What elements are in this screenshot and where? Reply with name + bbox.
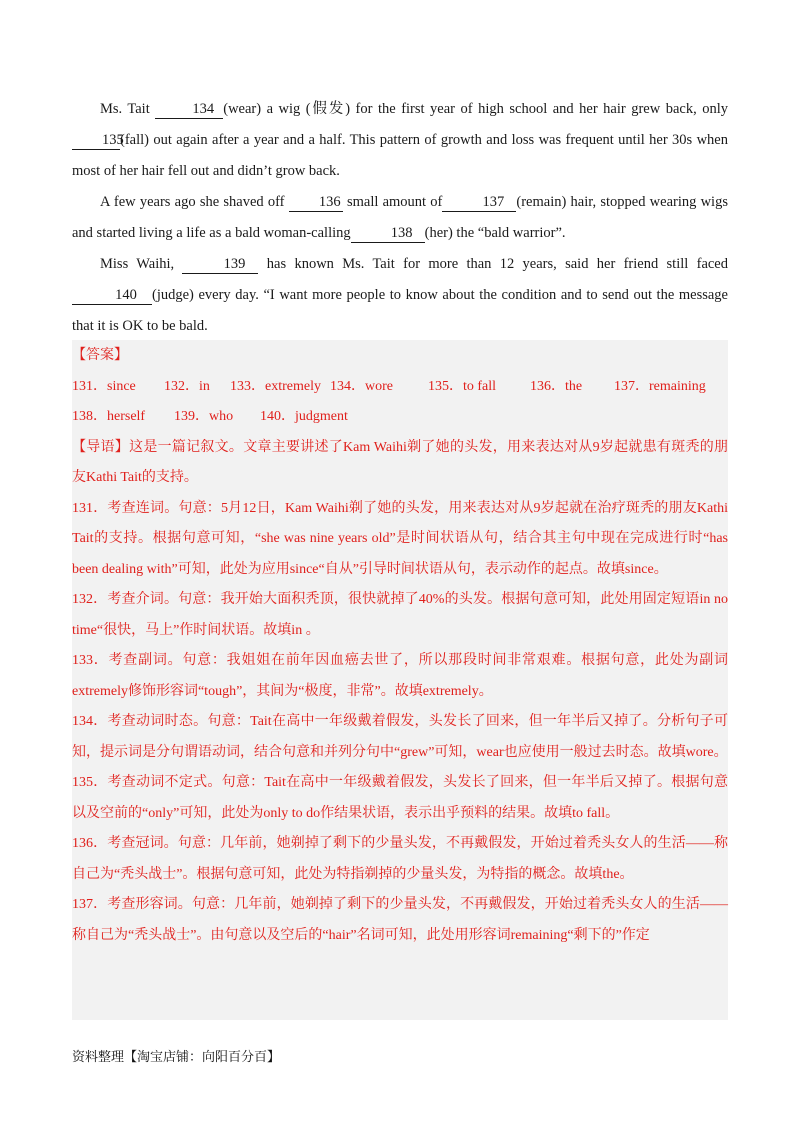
- answer-header: 【答案】: [72, 348, 128, 363]
- answer-139: 139．who: [174, 409, 234, 424]
- answer-131: 131．since: [72, 378, 136, 394]
- answer-row-1: [72, 372, 728, 403]
- blank-134: 134: [155, 100, 223, 119]
- text: small amount of: [342, 194, 443, 210]
- text: (wear) a wig (假发) for the first year of high school and her hair grew back, only: [223, 101, 728, 117]
- answer-137: 137．remaining: [614, 378, 706, 394]
- blank-136: 136: [289, 193, 343, 212]
- answer-135: 135．to fall: [428, 378, 497, 394]
- text: has known Ms. Tait for more than 12 years, said her friend still faced: [258, 256, 728, 272]
- answer-133: 133．extremely: [230, 378, 321, 394]
- intro-note: 【导语】这是一篇记叙文。文章主要讲述了Kam Waihi剃了她的头发，用来表达对从9岁起就患有斑秃的朋友Kathi Tait的支持。: [72, 439, 728, 485]
- answer-section: [72, 341, 728, 951]
- paragraph-2: [72, 187, 728, 249]
- explanation-135: 135．考查动词不定式。句意：Tait在高中一年级戴着假发，头发长了回来，但一年半后又掉了。根据句意以及空前的“only”可知，此处为only to do作结果状语，表示出乎预料的结果。故填to fall。: [72, 775, 728, 821]
- explanation-132: 132．考查介词。句意：我开始大面积秃顶，很快就掉了40%的头发。根据句意可知，此处用固定短语in no time“很快，马上”作时间状语。故填in 。: [72, 592, 728, 638]
- blank-135: 135: [72, 131, 120, 150]
- answer-140: 140．judgment: [260, 409, 348, 424]
- explanation-136: 136．考查冠词。句意：几年前，她剃掉了剩下的少量头发，不再戴假发，开始过着秃头女人的生活——称自己为“秃头战士”。根据句意可知，此处为特指剃掉的少量头发，为特指的概念。故填the。: [72, 836, 728, 882]
- answer-136: 136．the: [530, 378, 583, 394]
- text: (fall) out again after a year and a half. This pattern of growth and loss was frequent until her 30s when most of her hair fell out and didn’t grow back.: [72, 132, 728, 179]
- blank-139: 139: [182, 255, 258, 274]
- text: (remain) hair, stopped wearing wigs and started living a life as a bald woman-calling: [72, 194, 728, 241]
- blank-137: 137: [442, 193, 516, 212]
- text: (her) the “bald warrior”.: [424, 225, 566, 241]
- paragraph-3: [72, 249, 728, 342]
- page-footer: 资料整理【淘宝店铺：向阳百分百】: [72, 1050, 281, 1065]
- answer-row-2: [72, 402, 728, 433]
- paragraph-1: [72, 94, 728, 187]
- text: (judge) every day. “I want more people to know about the condition and to send out the message that it is OK to be bald.: [72, 287, 728, 334]
- explanation-137: 137．考查形容词。句意：几年前，她剃掉了剩下的少量头发，不再戴假发，开始过着秃头女人的生活——称自己为“秃头战士”。由句意以及空后的“hair”名词可知，此处用形容词remaining“剩下的”作定: [72, 897, 728, 943]
- text: A few years ago she shaved off: [100, 194, 289, 210]
- answer-138: 138．herself: [72, 409, 146, 424]
- passage: [72, 94, 728, 342]
- answer-134: 134．wore: [330, 378, 393, 394]
- explanation-131: 131．考查连词。句意：5月12日，Kam Waihi剃了她的头发，用来表达对从9岁起就在治疗斑秃的朋友Kathi Tait的支持。根据句意可知，“she was nine years old”是时间状语从句，结合其主句中现在完成进行时“has been dealing with”可知，此处为应用since“自从”引导时间状语从句，表示动作的起点。故填since。: [72, 500, 728, 577]
- explanation-134: 134．考查动词时态。句意：Tait在高中一年级戴着假发，头发长了回来，但一年半后又掉了。分析句子可知，提示词是分句谓语动词，结合句意和并列分句中“grew”可知，wear也应使用一般过去时态。故填wore。: [72, 714, 728, 760]
- text: Miss Waihi,: [100, 256, 183, 272]
- answer-132: 132．in: [164, 378, 210, 394]
- blank-138: 138: [351, 224, 425, 243]
- text: Ms. Tait: [100, 101, 156, 117]
- explanation-133: 133．考查副词。句意：我姐姐在前年因血癌去世了，所以那段时间非常艰难。根据句意，此处为副词extremely修饰形容词“tough”，其间为“极度，非常”。故填extremely。: [72, 653, 728, 699]
- blank-140: 140: [72, 286, 152, 305]
